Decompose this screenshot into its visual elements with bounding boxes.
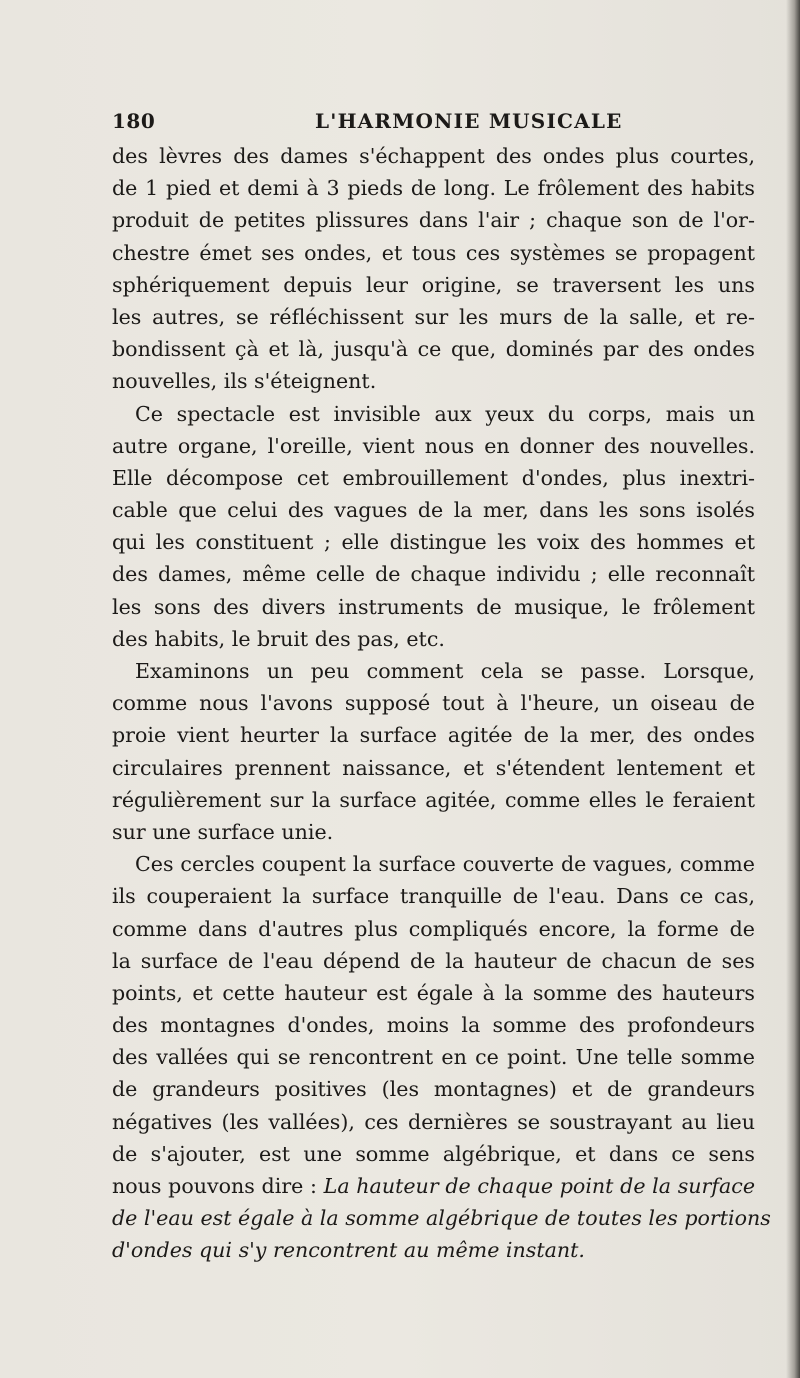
text-line: Examinons un peu comment cela se passe. Lorsque, [135, 659, 755, 683]
text-line: négatives (les vallées), ces dernières se soustrayant au lieu [112, 1109, 755, 1134]
text-line: de grandeurs positives (les montagnes) et de grandeurs [112, 1077, 755, 1102]
text-line: sphériquement depuis leur origine, se traversent les uns [112, 272, 755, 297]
text-line: Elle décompose cet embrouillement d'ondes, plus inextri- [112, 465, 755, 490]
text-line: nouvelles, ils s'éteignent. [112, 369, 377, 394]
text-line: comme nous l'avons supposé tout à l'heure, un oiseau de [112, 691, 755, 716]
text-line: des lèvres des dames s'échappent des ondes plus courtes, [112, 144, 755, 168]
text-line: produit de petites plissures dans l'air ; chaque son de l'or- [112, 208, 755, 233]
text-line: de s'ajouter, est une somme algébrique, et dans ce sens [112, 1141, 755, 1166]
page-header [112, 109, 755, 137]
page-number: 180 [112, 109, 156, 133]
text-line-mixed [112, 1170, 755, 1202]
page-edge-shadow [786, 0, 800, 1378]
text-line: sur une surface unie. [112, 819, 334, 844]
italic-line: d'ondes qui s'y rencontrent au même instant. [112, 1238, 585, 1263]
text-line: Ce spectacle est invisible aux yeux du corps, mais un [135, 401, 755, 426]
text-line: des vallées qui se rencontrent en ce point. Une telle somme [112, 1045, 755, 1070]
body-text [112, 140, 771, 1267]
text-line: comme dans d'autres plus compliqués encore, la forme de [112, 916, 755, 941]
text-line: cable que celui des vagues de la mer, dans les sons isolés [112, 498, 755, 523]
italic-segment: La hauteur de chaque point de la surface [323, 1174, 756, 1198]
text-line: autre organe, l'oreille, vient nous en donner des nouvelles. [112, 433, 755, 458]
text-segment: nous pouvons dire : [112, 1174, 317, 1198]
text-line: proie vient heurter la surface agitée de la mer, des ondes [112, 723, 755, 748]
text-line: qui les constituent ; elle distingue les voix des hommes et [112, 530, 755, 555]
running-title: L'HARMONIE MUSICALE [315, 109, 623, 133]
text-line: des dames, même celle de chaque individu ; elle reconnaît [112, 562, 755, 587]
text-line: les autres, se réfléchissent sur les murs de la salle, et re- [112, 304, 755, 329]
text-line: bondissent çà et là, jusqu'à ce que, dominés par des ondes [112, 337, 755, 362]
text-line: points, et cette hauteur est égale à la somme des hauteurs [112, 980, 755, 1005]
italic-line: de l'eau est égale à la somme algébrique de toutes les portions [112, 1206, 771, 1231]
text-line: Ces cercles coupent la surface couverte de vagues, comme [135, 852, 755, 877]
text-line: les sons des divers instruments de musique, le frôlement [112, 594, 755, 619]
text-line: des montagnes d'ondes, moins la somme des profondeurs [112, 1013, 755, 1038]
text-line: régulièrement sur la surface agitée, comme elles le feraient [112, 787, 755, 812]
text-line: la surface de l'eau dépend de la hauteur de chacun de ses [112, 948, 755, 973]
text-line: circulaires prennent naissance, et s'étendent lentement et [112, 755, 755, 780]
text-line: ils couperaient la surface tranquille de l'eau. Dans ce cas, [112, 884, 755, 909]
text-line: des habits, le bruit des pas, etc. [112, 626, 445, 651]
text-line: de 1 pied et demi à 3 pieds de long. Le frôlement des habits [112, 176, 755, 201]
text-line: chestre émet ses ondes, et tous ces systèmes se propagent [112, 240, 755, 265]
